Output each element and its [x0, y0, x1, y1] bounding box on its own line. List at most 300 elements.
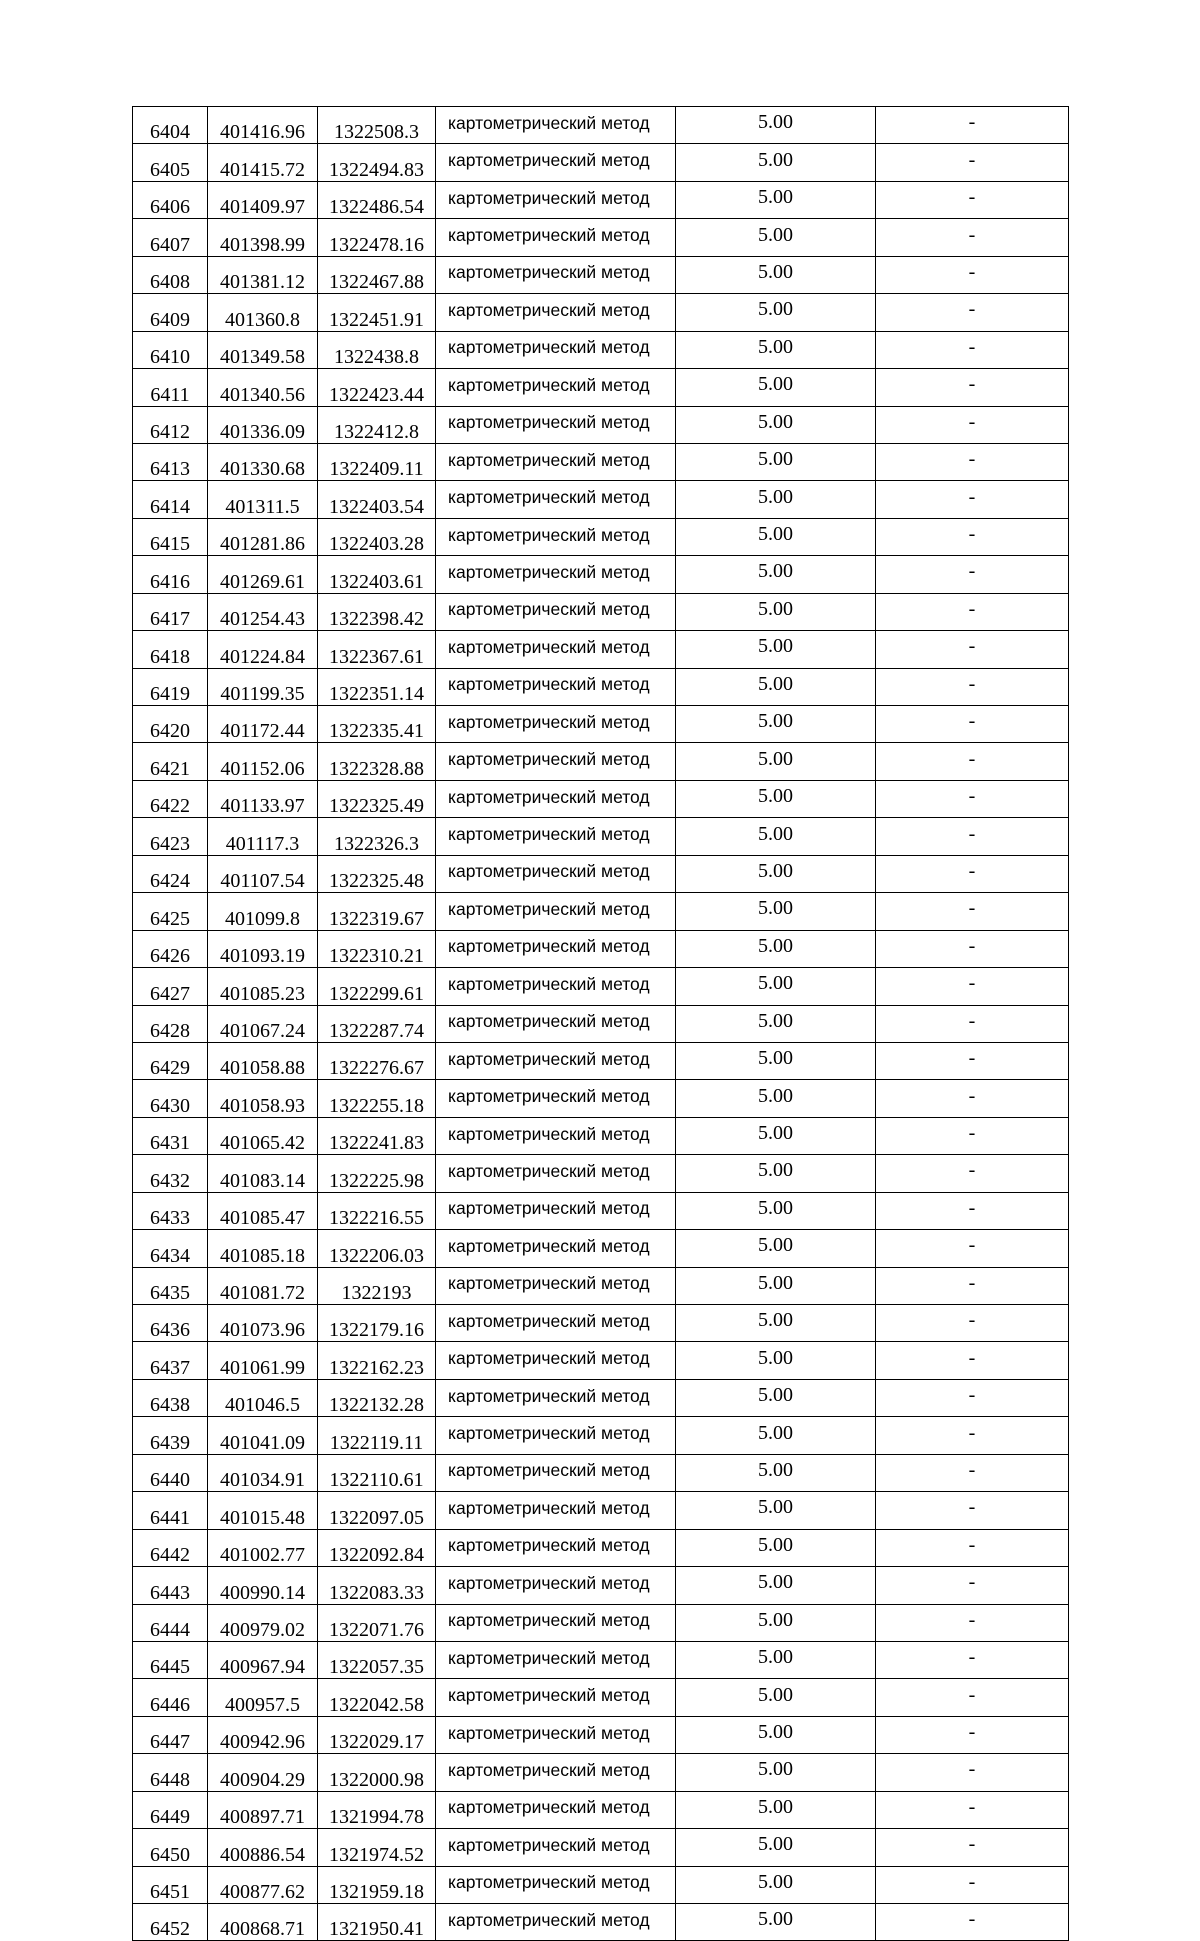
precision-cell: 5.00 — [676, 1754, 876, 1791]
x-coordinate-cell: 401269.61 — [208, 556, 318, 593]
precision-cell: 5.00 — [676, 1529, 876, 1566]
table-row — [133, 1267, 1069, 1304]
description-cell: - — [876, 1305, 1069, 1342]
precision-cell: 5.00 — [676, 968, 876, 1005]
x-coordinate-cell: 401041.09 — [208, 1417, 318, 1454]
point-number-cell: 6429 — [133, 1042, 208, 1079]
point-number-cell: 6414 — [133, 481, 208, 518]
y-coordinate-cell: 1322216.55 — [318, 1192, 436, 1229]
precision-cell: 5.00 — [676, 256, 876, 293]
description-cell: - — [876, 1155, 1069, 1192]
y-coordinate-cell: 1322403.61 — [318, 556, 436, 593]
description-cell: - — [876, 107, 1069, 144]
table-body — [133, 107, 1069, 1941]
description-cell: - — [876, 1005, 1069, 1042]
description-cell: - — [876, 556, 1069, 593]
description-cell: - — [876, 1604, 1069, 1641]
description-cell: - — [876, 631, 1069, 668]
method-cell: картометрический метод — [436, 1679, 676, 1716]
point-number-cell: 6410 — [133, 331, 208, 368]
description-cell: - — [876, 855, 1069, 892]
description-cell: - — [876, 1230, 1069, 1267]
description-cell: - — [876, 1080, 1069, 1117]
precision-cell: 5.00 — [676, 369, 876, 406]
y-coordinate-cell: 1322206.03 — [318, 1230, 436, 1267]
precision-cell: 5.00 — [676, 481, 876, 518]
precision-cell: 5.00 — [676, 1492, 876, 1529]
method-cell: картометрический метод — [436, 1042, 676, 1079]
method-cell: картометрический метод — [436, 181, 676, 218]
x-coordinate-cell: 400967.94 — [208, 1641, 318, 1678]
point-number-cell: 6443 — [133, 1567, 208, 1604]
x-coordinate-cell: 401349.58 — [208, 331, 318, 368]
description-cell: - — [876, 1192, 1069, 1229]
point-number-cell: 6407 — [133, 219, 208, 256]
x-coordinate-cell: 401172.44 — [208, 706, 318, 743]
description-cell: - — [876, 1267, 1069, 1304]
precision-cell: 5.00 — [676, 1904, 876, 1941]
y-coordinate-cell: 1322335.41 — [318, 706, 436, 743]
description-cell: - — [876, 706, 1069, 743]
y-coordinate-cell: 1322486.54 — [318, 181, 436, 218]
method-cell: картометрический метод — [436, 1529, 676, 1566]
y-coordinate-cell: 1322326.3 — [318, 818, 436, 855]
precision-cell: 5.00 — [676, 1005, 876, 1042]
point-number-cell: 6447 — [133, 1716, 208, 1753]
y-coordinate-cell: 1322083.33 — [318, 1567, 436, 1604]
x-coordinate-cell: 401340.56 — [208, 369, 318, 406]
x-coordinate-cell: 401085.23 — [208, 968, 318, 1005]
precision-cell: 5.00 — [676, 593, 876, 630]
point-number-cell: 6431 — [133, 1117, 208, 1154]
y-coordinate-cell: 1322162.23 — [318, 1342, 436, 1379]
y-coordinate-cell: 1322000.98 — [318, 1754, 436, 1791]
table-row — [133, 1042, 1069, 1079]
table-row — [133, 144, 1069, 181]
point-number-cell: 6408 — [133, 256, 208, 293]
y-coordinate-cell: 1322287.74 — [318, 1005, 436, 1042]
point-number-cell: 6444 — [133, 1604, 208, 1641]
x-coordinate-cell: 401311.5 — [208, 481, 318, 518]
precision-cell: 5.00 — [676, 331, 876, 368]
precision-cell: 5.00 — [676, 294, 876, 331]
method-cell: картометрический метод — [436, 855, 676, 892]
description-cell: - — [876, 1417, 1069, 1454]
y-coordinate-cell: 1322351.14 — [318, 668, 436, 705]
x-coordinate-cell: 401381.12 — [208, 256, 318, 293]
table-row — [133, 107, 1069, 144]
y-coordinate-cell: 1322193 — [318, 1267, 436, 1304]
description-cell: - — [876, 1679, 1069, 1716]
table-row — [133, 443, 1069, 480]
table-row — [133, 256, 1069, 293]
precision-cell: 5.00 — [676, 1117, 876, 1154]
description-cell: - — [876, 780, 1069, 817]
table-row — [133, 1117, 1069, 1154]
method-cell: картометрический метод — [436, 219, 676, 256]
point-number-cell: 6430 — [133, 1080, 208, 1117]
x-coordinate-cell: 401083.14 — [208, 1155, 318, 1192]
x-coordinate-cell: 401058.93 — [208, 1080, 318, 1117]
x-coordinate-cell: 400868.71 — [208, 1904, 318, 1941]
description-cell: - — [876, 1904, 1069, 1941]
table-row — [133, 518, 1069, 555]
y-coordinate-cell: 1322438.8 — [318, 331, 436, 368]
table-row — [133, 1641, 1069, 1678]
description-cell: - — [876, 593, 1069, 630]
precision-cell: 5.00 — [676, 1641, 876, 1678]
x-coordinate-cell: 401152.06 — [208, 743, 318, 780]
y-coordinate-cell: 1322071.76 — [318, 1604, 436, 1641]
x-coordinate-cell: 400957.5 — [208, 1679, 318, 1716]
x-coordinate-cell: 401099.8 — [208, 893, 318, 930]
description-cell: - — [876, 144, 1069, 181]
y-coordinate-cell: 1322310.21 — [318, 930, 436, 967]
table-row — [133, 1342, 1069, 1379]
table-row — [133, 1155, 1069, 1192]
x-coordinate-cell: 401336.09 — [208, 406, 318, 443]
y-coordinate-cell: 1321950.41 — [318, 1904, 436, 1941]
description-cell: - — [876, 181, 1069, 218]
description-cell: - — [876, 743, 1069, 780]
x-coordinate-cell: 401398.99 — [208, 219, 318, 256]
precision-cell: 5.00 — [676, 1454, 876, 1491]
table-row — [133, 481, 1069, 518]
point-number-cell: 6445 — [133, 1641, 208, 1678]
y-coordinate-cell: 1322029.17 — [318, 1716, 436, 1753]
description-cell: - — [876, 518, 1069, 555]
x-coordinate-cell: 401046.5 — [208, 1379, 318, 1416]
x-coordinate-cell: 401085.18 — [208, 1230, 318, 1267]
point-number-cell: 6451 — [133, 1866, 208, 1903]
description-cell: - — [876, 1829, 1069, 1866]
table-row — [133, 818, 1069, 855]
x-coordinate-cell: 401117.3 — [208, 818, 318, 855]
table-row — [133, 631, 1069, 668]
description-cell: - — [876, 331, 1069, 368]
table-row — [133, 219, 1069, 256]
description-cell: - — [876, 1567, 1069, 1604]
y-coordinate-cell: 1321974.52 — [318, 1829, 436, 1866]
x-coordinate-cell: 401015.48 — [208, 1492, 318, 1529]
table-row — [133, 1567, 1069, 1604]
y-coordinate-cell: 1322097.05 — [318, 1492, 436, 1529]
y-coordinate-cell: 1322042.58 — [318, 1679, 436, 1716]
description-cell: - — [876, 1529, 1069, 1566]
description-cell: - — [876, 219, 1069, 256]
precision-cell: 5.00 — [676, 668, 876, 705]
method-cell: картометрический метод — [436, 256, 676, 293]
table-row — [133, 1454, 1069, 1491]
table-row — [133, 1866, 1069, 1903]
method-cell: картометрический метод — [436, 1230, 676, 1267]
x-coordinate-cell: 401199.35 — [208, 668, 318, 705]
description-cell: - — [876, 406, 1069, 443]
method-cell: картометрический метод — [436, 406, 676, 443]
table-row — [133, 1192, 1069, 1229]
y-coordinate-cell: 1322325.49 — [318, 780, 436, 817]
precision-cell: 5.00 — [676, 443, 876, 480]
precision-cell: 5.00 — [676, 1379, 876, 1416]
y-coordinate-cell: 1322299.61 — [318, 968, 436, 1005]
point-number-cell: 6434 — [133, 1230, 208, 1267]
method-cell: картометрический метод — [436, 1716, 676, 1753]
point-number-cell: 6424 — [133, 855, 208, 892]
precision-cell: 5.00 — [676, 1342, 876, 1379]
precision-cell: 5.00 — [676, 631, 876, 668]
precision-cell: 5.00 — [676, 1080, 876, 1117]
method-cell: картометрический метод — [436, 1604, 676, 1641]
precision-cell: 5.00 — [676, 706, 876, 743]
description-cell: - — [876, 668, 1069, 705]
table-row — [133, 743, 1069, 780]
point-number-cell: 6433 — [133, 1192, 208, 1229]
y-coordinate-cell: 1322179.16 — [318, 1305, 436, 1342]
x-coordinate-cell: 401224.84 — [208, 631, 318, 668]
x-coordinate-cell: 401093.19 — [208, 930, 318, 967]
table-row — [133, 780, 1069, 817]
method-cell: картометрический метод — [436, 1417, 676, 1454]
table-row — [133, 893, 1069, 930]
table-row — [133, 1305, 1069, 1342]
y-coordinate-cell: 1322241.83 — [318, 1117, 436, 1154]
description-cell: - — [876, 1641, 1069, 1678]
table-row — [133, 294, 1069, 331]
precision-cell: 5.00 — [676, 1679, 876, 1716]
y-coordinate-cell: 1322225.98 — [318, 1155, 436, 1192]
precision-cell: 5.00 — [676, 893, 876, 930]
precision-cell: 5.00 — [676, 1230, 876, 1267]
x-coordinate-cell: 401034.91 — [208, 1454, 318, 1491]
point-number-cell: 6406 — [133, 181, 208, 218]
point-number-cell: 6423 — [133, 818, 208, 855]
x-coordinate-cell: 400904.29 — [208, 1754, 318, 1791]
point-number-cell: 6409 — [133, 294, 208, 331]
precision-cell: 5.00 — [676, 107, 876, 144]
method-cell: картометрический метод — [436, 1454, 676, 1491]
method-cell: картометрический метод — [436, 1641, 676, 1678]
method-cell: картометрический метод — [436, 930, 676, 967]
y-coordinate-cell: 1322255.18 — [318, 1080, 436, 1117]
method-cell: картометрический метод — [436, 1904, 676, 1941]
precision-cell: 5.00 — [676, 743, 876, 780]
method-cell: картометрический метод — [436, 1492, 676, 1529]
point-number-cell: 6428 — [133, 1005, 208, 1042]
precision-cell: 5.00 — [676, 855, 876, 892]
point-number-cell: 6425 — [133, 893, 208, 930]
x-coordinate-cell: 401254.43 — [208, 593, 318, 630]
description-cell: - — [876, 481, 1069, 518]
method-cell: картометрический метод — [436, 1305, 676, 1342]
table-row — [133, 1080, 1069, 1117]
x-coordinate-cell: 401409.97 — [208, 181, 318, 218]
table-row — [133, 1829, 1069, 1866]
method-cell: картометрический метод — [436, 706, 676, 743]
point-number-cell: 6418 — [133, 631, 208, 668]
method-cell: картометрический метод — [436, 1005, 676, 1042]
point-number-cell: 6452 — [133, 1904, 208, 1941]
point-number-cell: 6436 — [133, 1305, 208, 1342]
precision-cell: 5.00 — [676, 406, 876, 443]
method-cell: картометрический метод — [436, 1829, 676, 1866]
x-coordinate-cell: 400990.14 — [208, 1567, 318, 1604]
x-coordinate-cell: 401415.72 — [208, 144, 318, 181]
precision-cell: 5.00 — [676, 1791, 876, 1828]
description-cell: - — [876, 1754, 1069, 1791]
method-cell: картометрический метод — [436, 556, 676, 593]
x-coordinate-cell: 401067.24 — [208, 1005, 318, 1042]
y-coordinate-cell: 1322276.67 — [318, 1042, 436, 1079]
y-coordinate-cell: 1322403.54 — [318, 481, 436, 518]
method-cell: картометрический метод — [436, 1567, 676, 1604]
precision-cell: 5.00 — [676, 1267, 876, 1304]
method-cell: картометрический метод — [436, 107, 676, 144]
point-number-cell: 6437 — [133, 1342, 208, 1379]
method-cell: картометрический метод — [436, 780, 676, 817]
x-coordinate-cell: 401107.54 — [208, 855, 318, 892]
point-number-cell: 6438 — [133, 1379, 208, 1416]
table-row — [133, 1005, 1069, 1042]
point-number-cell: 6440 — [133, 1454, 208, 1491]
point-number-cell: 6419 — [133, 668, 208, 705]
precision-cell: 5.00 — [676, 556, 876, 593]
description-cell: - — [876, 443, 1069, 480]
table-row — [133, 930, 1069, 967]
x-coordinate-cell: 401058.88 — [208, 1042, 318, 1079]
precision-cell: 5.00 — [676, 1604, 876, 1641]
point-number-cell: 6446 — [133, 1679, 208, 1716]
table-row — [133, 1716, 1069, 1753]
method-cell: картометрический метод — [436, 1754, 676, 1791]
table-row — [133, 181, 1069, 218]
table-row — [133, 1379, 1069, 1416]
table-row — [133, 556, 1069, 593]
method-cell: картометрический метод — [436, 481, 676, 518]
y-coordinate-cell: 1322325.48 — [318, 855, 436, 892]
x-coordinate-cell: 401281.86 — [208, 518, 318, 555]
y-coordinate-cell: 1322508.3 — [318, 107, 436, 144]
table-row — [133, 1904, 1069, 1941]
x-coordinate-cell: 401081.72 — [208, 1267, 318, 1304]
method-cell: картометрический метод — [436, 144, 676, 181]
precision-cell: 5.00 — [676, 780, 876, 817]
point-number-cell: 6439 — [133, 1417, 208, 1454]
precision-cell: 5.00 — [676, 1829, 876, 1866]
point-number-cell: 6415 — [133, 518, 208, 555]
description-cell: - — [876, 1454, 1069, 1491]
y-coordinate-cell: 1322451.91 — [318, 294, 436, 331]
description-cell: - — [876, 1716, 1069, 1753]
y-coordinate-cell: 1322409.11 — [318, 443, 436, 480]
method-cell: картометрический метод — [436, 1080, 676, 1117]
x-coordinate-cell: 401065.42 — [208, 1117, 318, 1154]
y-coordinate-cell: 1322328.88 — [318, 743, 436, 780]
point-number-cell: 6432 — [133, 1155, 208, 1192]
table-row — [133, 406, 1069, 443]
precision-cell: 5.00 — [676, 518, 876, 555]
y-coordinate-cell: 1322319.67 — [318, 893, 436, 930]
method-cell: картометрический метод — [436, 818, 676, 855]
description-cell: - — [876, 369, 1069, 406]
y-coordinate-cell: 1322119.11 — [318, 1417, 436, 1454]
y-coordinate-cell: 1322092.84 — [318, 1529, 436, 1566]
table-row — [133, 1417, 1069, 1454]
precision-cell: 5.00 — [676, 219, 876, 256]
y-coordinate-cell: 1322057.35 — [318, 1641, 436, 1678]
y-coordinate-cell: 1322494.83 — [318, 144, 436, 181]
description-cell: - — [876, 1492, 1069, 1529]
point-number-cell: 6420 — [133, 706, 208, 743]
precision-cell: 5.00 — [676, 1155, 876, 1192]
description-cell: - — [876, 294, 1069, 331]
y-coordinate-cell: 1322132.28 — [318, 1379, 436, 1416]
description-cell: - — [876, 256, 1069, 293]
x-coordinate-cell: 401085.47 — [208, 1192, 318, 1229]
method-cell: картометрический метод — [436, 443, 676, 480]
point-number-cell: 6416 — [133, 556, 208, 593]
description-cell: - — [876, 1117, 1069, 1154]
precision-cell: 5.00 — [676, 930, 876, 967]
method-cell: картометрический метод — [436, 743, 676, 780]
y-coordinate-cell: 1322478.16 — [318, 219, 436, 256]
table-row — [133, 1492, 1069, 1529]
table-row — [133, 1754, 1069, 1791]
coordinates-table — [132, 106, 1069, 1941]
table-row — [133, 668, 1069, 705]
x-coordinate-cell: 401133.97 — [208, 780, 318, 817]
point-number-cell: 6450 — [133, 1829, 208, 1866]
point-number-cell: 6449 — [133, 1791, 208, 1828]
point-number-cell: 6448 — [133, 1754, 208, 1791]
precision-cell: 5.00 — [676, 1567, 876, 1604]
y-coordinate-cell: 1322423.44 — [318, 369, 436, 406]
point-number-cell: 6413 — [133, 443, 208, 480]
description-cell: - — [876, 1379, 1069, 1416]
precision-cell: 5.00 — [676, 144, 876, 181]
y-coordinate-cell: 1322412.8 — [318, 406, 436, 443]
method-cell: картометрический метод — [436, 1342, 676, 1379]
table-row — [133, 331, 1069, 368]
method-cell: картометрический метод — [436, 331, 676, 368]
method-cell: картометрический метод — [436, 1192, 676, 1229]
description-cell: - — [876, 1342, 1069, 1379]
point-number-cell: 6422 — [133, 780, 208, 817]
point-number-cell: 6427 — [133, 968, 208, 1005]
y-coordinate-cell: 1322367.61 — [318, 631, 436, 668]
point-number-cell: 6417 — [133, 593, 208, 630]
description-cell: - — [876, 1791, 1069, 1828]
point-number-cell: 6412 — [133, 406, 208, 443]
x-coordinate-cell: 401061.99 — [208, 1342, 318, 1379]
table-row — [133, 968, 1069, 1005]
table-row — [133, 1791, 1069, 1828]
point-number-cell: 6442 — [133, 1529, 208, 1566]
method-cell: картометрический метод — [436, 369, 676, 406]
point-number-cell: 6421 — [133, 743, 208, 780]
y-coordinate-cell: 1321994.78 — [318, 1791, 436, 1828]
precision-cell: 5.00 — [676, 1042, 876, 1079]
x-coordinate-cell: 400886.54 — [208, 1829, 318, 1866]
point-number-cell: 6441 — [133, 1492, 208, 1529]
description-cell: - — [876, 968, 1069, 1005]
x-coordinate-cell: 401416.96 — [208, 107, 318, 144]
description-cell: - — [876, 1042, 1069, 1079]
table-row — [133, 1529, 1069, 1566]
method-cell: картометрический метод — [436, 668, 676, 705]
x-coordinate-cell: 400942.96 — [208, 1716, 318, 1753]
method-cell: картометрический метод — [436, 1379, 676, 1416]
method-cell: картометрический метод — [436, 1155, 676, 1192]
